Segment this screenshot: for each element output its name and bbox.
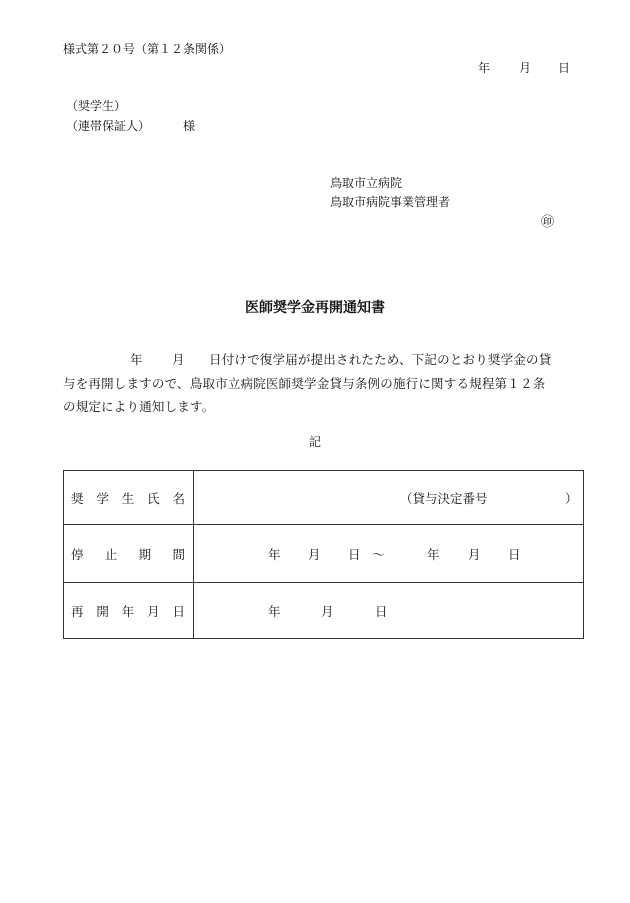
from-year-label: 年 [268, 547, 281, 562]
label-char: 間 [172, 546, 185, 562]
resume-year-label: 年 [268, 604, 281, 619]
date-month-label: 月 [519, 61, 532, 75]
label-char: 月 [147, 603, 160, 619]
body-month-label: 月 [172, 352, 185, 367]
sender-title: 鳥取市病院事業管理者 [330, 195, 451, 209]
body-line-2: 与を再開しますので、鳥取市立病院医師奨学金貸与条例の施行に関する規程第１２条 [63, 376, 546, 391]
date-year-label: 年 [478, 61, 491, 75]
label-scholar-name [64, 471, 194, 525]
recipient-guarantor: （連帯保証人） [66, 119, 151, 133]
range-tilde: ～ [372, 547, 385, 562]
from-day-label: 日 [348, 547, 361, 562]
value-suspension-period[interactable] [194, 525, 584, 583]
table-row-resume-date [64, 583, 584, 639]
seal-mark: ㊞ [541, 215, 555, 230]
recipient-honorific: 様 [183, 119, 196, 133]
label-char: 停 [71, 546, 84, 562]
label-resume-date [64, 583, 194, 639]
document-title: 医師奨学金再開通知書 [245, 300, 385, 316]
label-char: 奨 [71, 490, 84, 506]
body-line-1: 日付けで復学届が提出されたため、下記のとおり奨学金の貸 [209, 352, 552, 367]
recipient-scholar: （奨学生） [66, 99, 127, 113]
resume-day-label: 日 [375, 604, 388, 619]
label-suspension-period [64, 525, 194, 583]
table-row-suspension-period [64, 525, 584, 583]
label-char: 止 [104, 546, 118, 562]
label-char: 開 [96, 603, 109, 619]
label-char: 生 [121, 490, 135, 506]
ki-heading: 記 [308, 435, 321, 449]
sender-organization: 鳥取市立病院 [330, 176, 403, 190]
body-line-3: の規定により通知します。 [63, 399, 215, 414]
value-scholar-name[interactable] [194, 471, 584, 525]
label-char: 氏 [147, 490, 160, 506]
resume-month-label: 月 [321, 604, 334, 619]
from-month-label: 月 [308, 547, 321, 562]
label-char: 期 [138, 546, 152, 562]
loan-decision-number-close: ） [565, 491, 578, 506]
to-year-label: 年 [427, 547, 440, 562]
value-resume-date[interactable] [194, 583, 584, 639]
date-day-label: 日 [558, 61, 571, 75]
loan-decision-number-open: （貸与決定番号 [400, 491, 488, 506]
body-year-label: 年 [130, 352, 143, 367]
to-day-label: 日 [508, 547, 521, 562]
label-char: 再 [71, 603, 84, 619]
label-char: 日 [172, 603, 185, 619]
label-char: 年 [121, 603, 135, 619]
label-char: 名 [172, 490, 185, 506]
label-char: 学 [96, 490, 109, 506]
table-row-scholar-name [64, 471, 584, 525]
form-number: 様式第２０号（第１２条関係） [63, 42, 232, 56]
to-month-label: 月 [468, 547, 481, 562]
info-table [63, 470, 584, 639]
